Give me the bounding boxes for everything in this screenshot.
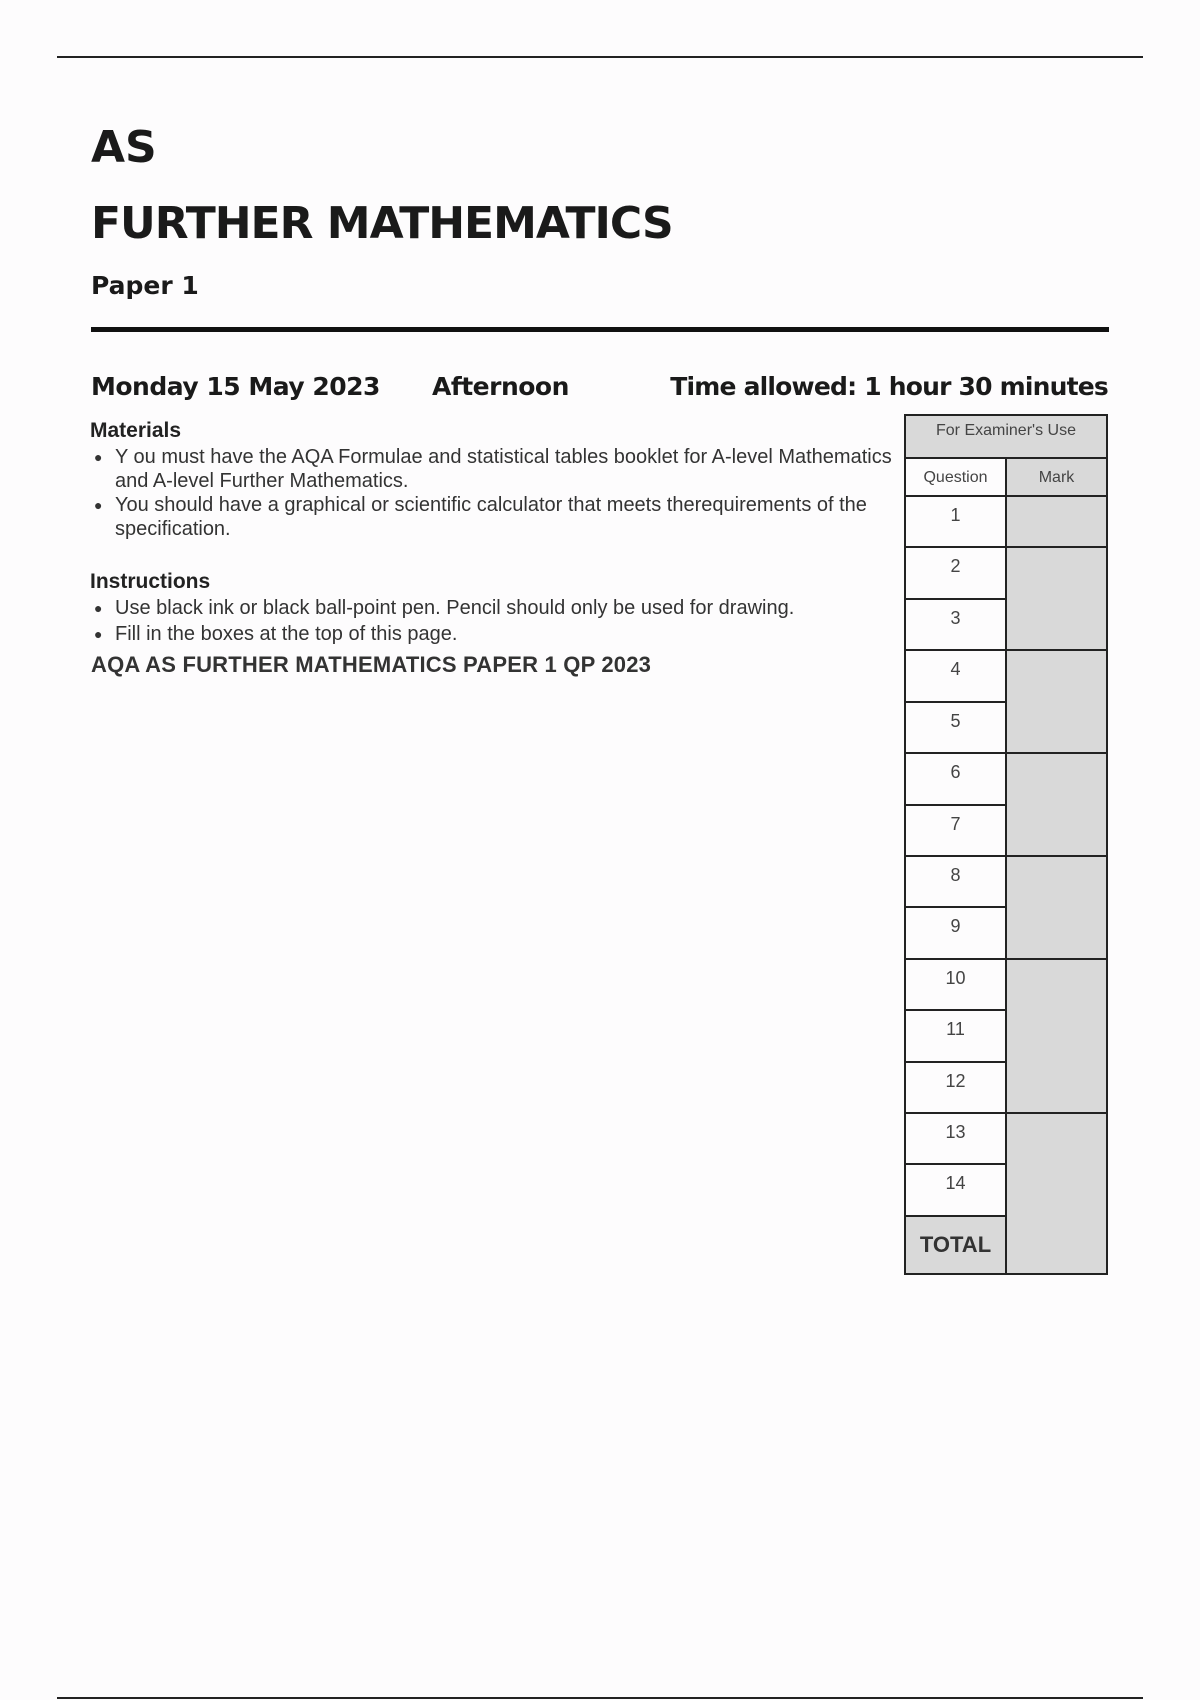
materials-item-text: You should have a graphical or scientific calculator that meets therequirements of the specification. <box>115 494 867 540</box>
instructions-list <box>90 596 900 648</box>
instructions-item <box>90 596 900 620</box>
question-number-cell: 7 <box>906 806 1005 857</box>
question-number-cell: 4 <box>906 651 1005 702</box>
materials-list <box>90 445 900 541</box>
instructions-item <box>90 622 900 646</box>
question-number-cell: 11 <box>906 1011 1005 1062</box>
materials-item <box>90 493 900 541</box>
instructions-heading: Instructions <box>90 570 211 593</box>
title-divider <box>91 327 1109 332</box>
question-number-cell: 2 <box>906 548 1005 599</box>
mark-column <box>1007 497 1106 1215</box>
paper-code: AQA AS FURTHER MATHEMATICS PAPER 1 QP 2023 <box>91 652 652 677</box>
examiner-use-table <box>904 414 1108 1275</box>
bullet-icon: ● <box>94 600 103 616</box>
total-row <box>904 1217 1108 1275</box>
question-number-column <box>906 497 1007 1215</box>
mark-cell[interactable] <box>1007 960 1106 1114</box>
mark-cell[interactable] <box>1007 754 1106 857</box>
qualification-level: AS <box>91 122 157 173</box>
mark-cell[interactable] <box>1007 1114 1106 1217</box>
subject-title: FURTHER MATHEMATICS <box>91 198 673 249</box>
question-number-cell: 6 <box>906 754 1005 805</box>
exam-session: Afternoon <box>432 372 569 401</box>
total-label: TOTAL <box>906 1217 1007 1273</box>
bullet-icon: ● <box>94 449 103 465</box>
mark-cell[interactable] <box>1007 548 1106 651</box>
examiner-table-title: For Examiner's Use <box>904 414 1108 459</box>
paper-number: Paper 1 <box>91 271 199 300</box>
time-allowed: Time allowed: 1 hour 30 minutes <box>670 372 1108 401</box>
materials-item-text: Y ou must have the AQA Formulae and statistical tables booklet for A-level Mathematics and A-level Further Mathematics. <box>115 446 892 492</box>
question-number-cell: 9 <box>906 908 1005 959</box>
mark-cell[interactable] <box>1007 497 1106 548</box>
question-number-cell: 1 <box>906 497 1005 548</box>
question-number-cell: 10 <box>906 960 1005 1011</box>
question-number-cell: 14 <box>945 1173 966 1194</box>
question-number-cell: 5 <box>906 703 1005 754</box>
examiner-table-header-row <box>904 459 1108 497</box>
mark-column-header: Mark <box>1007 459 1106 495</box>
mark-cell[interactable] <box>1007 857 1106 960</box>
instructions-item-text: Fill in the boxes at the top of this page. <box>115 623 458 645</box>
examiner-table-body <box>904 497 1108 1217</box>
question-number-cell: 3 <box>906 600 1005 651</box>
question-column-header: Question <box>906 459 1007 495</box>
materials-heading: Materials <box>90 419 182 442</box>
instructions-item-text: Use black ink or black ball-point pen. Pencil should only be used for drawing. <box>115 597 795 619</box>
bullet-icon: ● <box>94 497 103 513</box>
question-number-cell: 13 <box>906 1114 1005 1165</box>
mark-cell[interactable] <box>1007 651 1106 754</box>
exam-date: Monday 15 May 2023 <box>91 372 380 401</box>
bullet-icon: ● <box>94 626 103 642</box>
total-mark-cell[interactable] <box>1007 1217 1106 1273</box>
question-number-cell: 12 <box>906 1063 1005 1114</box>
question-number-cell: 8 <box>906 857 1005 908</box>
materials-item <box>90 445 900 493</box>
top-rule <box>57 56 1143 58</box>
bottom-rule <box>57 1697 1143 1699</box>
